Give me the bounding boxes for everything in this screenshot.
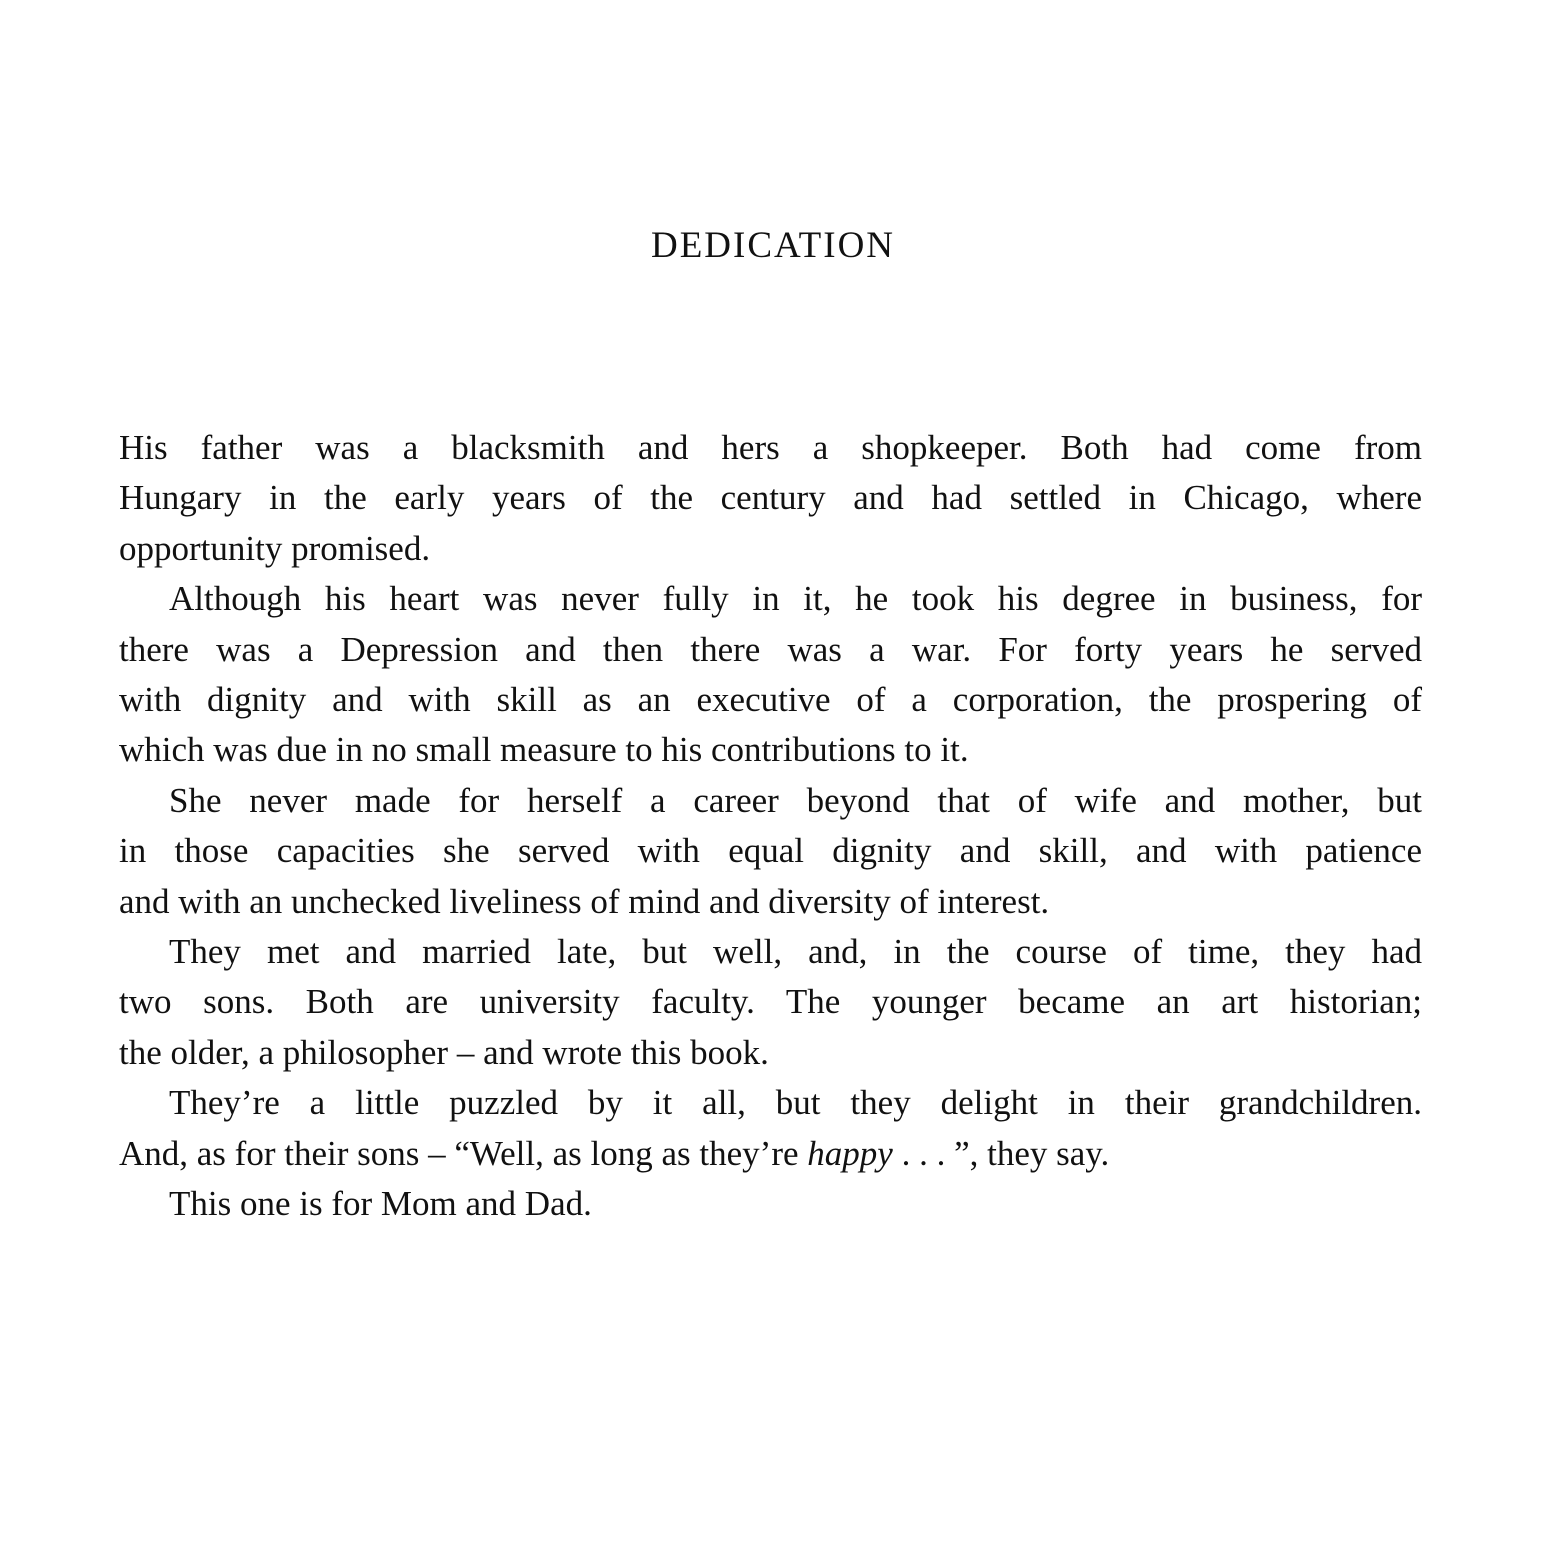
paragraph-6 [119,1179,1422,1229]
text-line: the older, a philosopher – and wrote this book. [119,1032,769,1072]
text-line: there was a Depression and then there was a war. For forty years he served [119,629,1422,669]
text-segment: . . . ”, they say. [892,1133,1110,1173]
paragraph-1 [119,423,1422,574]
page-title: DEDICATION [650,225,896,266]
text-line: Although his heart was never fully in it, he took his degree in business, for [169,579,1422,619]
dedication-text [119,423,1422,1230]
text-line-with-emphasis [119,1129,1422,1179]
text-line: opportunity promised. [119,528,431,568]
text-line: They’re a little puzzled by it all, but they delight in their grandchildren. [169,1083,1422,1123]
text-line: and with an unchecked liveliness of mind and diversity of interest. [119,881,1050,921]
paragraph-4 [119,927,1422,1078]
text-line: Hungary in the early years of the century and had settled in Chicago, where [119,478,1422,518]
text-line: which was due in no small measure to his contributions to it. [119,730,969,770]
emphasis-word: happy [807,1133,893,1173]
paragraph-3 [119,776,1422,927]
text-line: two sons. Both are university faculty. The younger became an art historian; [119,982,1422,1022]
text-line: This one is for Mom and Dad. [169,1184,592,1224]
text-line: They met and married late, but well, and, in the course of time, they had [169,932,1422,972]
paragraph-5 [119,1078,1422,1179]
paragraph-2 [119,574,1422,776]
text-line: in those capacities she served with equal dignity and skill, and with patience [119,831,1422,871]
text-segment: And, as for their sons – “Well, as long as they’re [119,1133,808,1173]
text-line: with dignity and with skill as an executive of a corporation, the prospering of [119,680,1422,720]
text-line: She never made for herself a career beyond that of wife and mother, but [169,780,1422,820]
text-line: His father was a blacksmith and hers a shopkeeper. Both had come from [119,428,1422,467]
